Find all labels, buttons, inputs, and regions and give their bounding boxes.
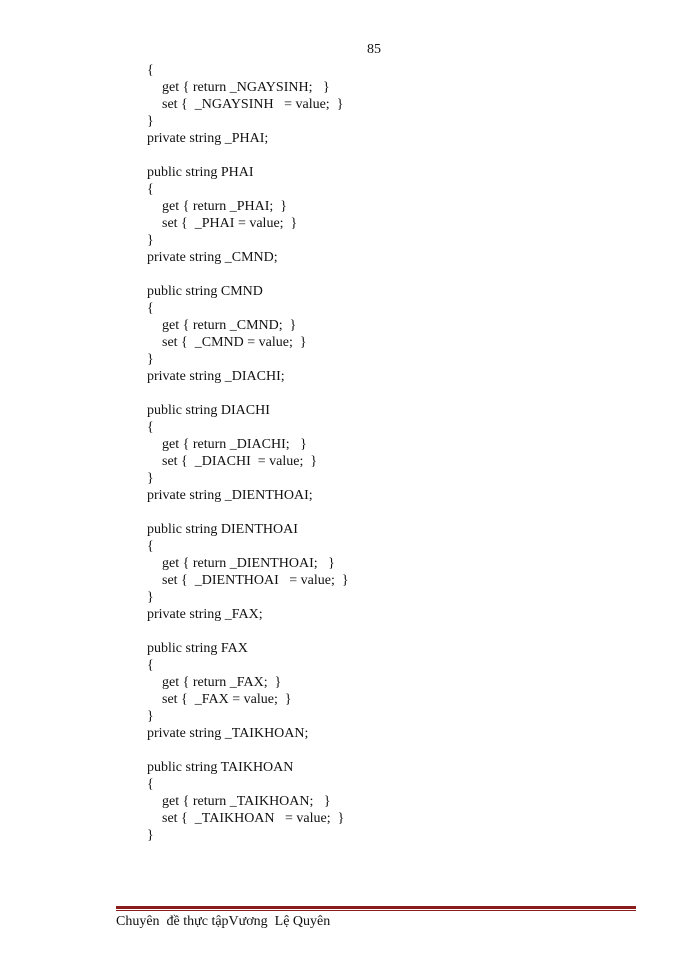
code-line: public string CMND xyxy=(147,284,263,299)
code-line xyxy=(147,147,567,164)
code-line: public string FAX xyxy=(147,641,248,656)
code-line: set { _NGAYSINH = value; } xyxy=(162,97,344,112)
code-line: get { return _PHAI; } xyxy=(162,199,288,214)
code-line: get { return _CMND; } xyxy=(162,318,297,333)
code-line: get { return _FAX; } xyxy=(162,675,282,690)
code-line: } xyxy=(147,709,154,724)
code-line: get { return _TAIKHOAN; } xyxy=(162,794,331,809)
code-line: get { return _DIENTHOAI; } xyxy=(162,556,335,571)
code-line: public string DIACHI xyxy=(147,403,270,418)
code-line xyxy=(147,742,567,759)
code-line: } xyxy=(147,114,154,129)
code-line xyxy=(147,623,567,640)
page-number: 85 xyxy=(367,42,381,57)
code-line: { xyxy=(147,539,154,554)
code-line: { xyxy=(147,182,154,197)
code-block xyxy=(147,62,567,844)
footer-text: Chuyên đề thực tậpVương Lệ Quyên xyxy=(116,914,331,929)
code-line: { xyxy=(147,777,154,792)
code-line: { xyxy=(147,658,154,673)
code-line: set { _PHAI = value; } xyxy=(162,216,298,231)
code-line: public string PHAI xyxy=(147,165,254,180)
code-line: } xyxy=(147,828,154,843)
code-line: } xyxy=(147,233,154,248)
code-line: private string _PHAI; xyxy=(147,131,269,146)
code-line: } xyxy=(147,590,154,605)
code-line: get { return _NGAYSINH; } xyxy=(162,80,330,95)
code-line xyxy=(147,266,567,283)
code-line: { xyxy=(147,301,154,316)
code-line xyxy=(147,504,567,521)
code-line: set { _DIACHI = value; } xyxy=(162,454,318,469)
code-line: set { _TAIKHOAN = value; } xyxy=(162,811,345,826)
code-line: get { return _DIACHI; } xyxy=(162,437,307,452)
code-line: } xyxy=(147,352,154,367)
code-line: public string DIENTHOAI xyxy=(147,522,298,537)
code-line: set { _CMND = value; } xyxy=(162,335,307,350)
code-line xyxy=(147,385,567,402)
code-line: { xyxy=(147,63,154,78)
code-line: private string _FAX; xyxy=(147,607,263,622)
footer-divider xyxy=(116,906,636,911)
code-line: } xyxy=(147,471,154,486)
code-line: set { _FAX = value; } xyxy=(162,692,292,707)
code-line: set { _DIENTHOAI = value; } xyxy=(162,573,349,588)
code-line: private string _CMND; xyxy=(147,250,278,265)
code-line: public string TAIKHOAN xyxy=(147,760,294,775)
code-line: private string _DIACHI; xyxy=(147,369,285,384)
code-line: { xyxy=(147,420,154,435)
code-line: private string _DIENTHOAI; xyxy=(147,488,313,503)
code-line: private string _TAIKHOAN; xyxy=(147,726,309,741)
